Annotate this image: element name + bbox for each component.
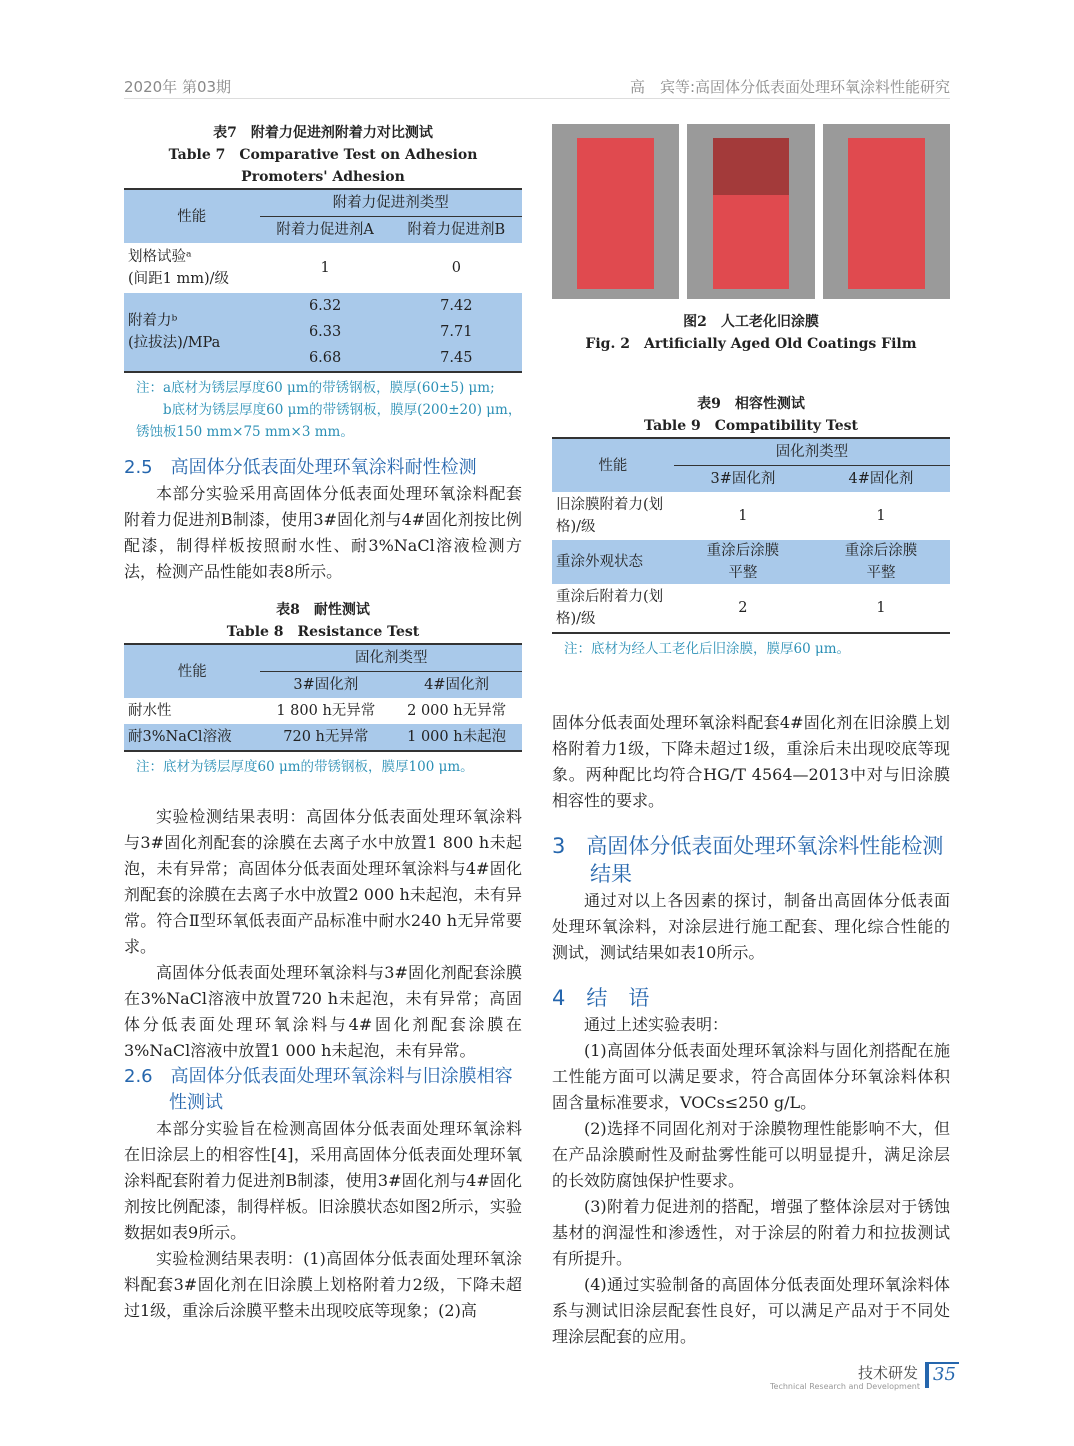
cell: 2: [738, 600, 748, 616]
cell: 1 800 h无异常: [276, 703, 376, 719]
photo-panel-2: [687, 124, 814, 299]
table9-note: 注：底材为经人工老化后旧涂膜，膜厚60 μm。: [564, 641, 851, 657]
cell: 7.71: [440, 324, 473, 340]
table9-caption-en: Table 9 Compatibility Test: [643, 418, 858, 434]
th-group: 固化剂类型: [674, 438, 950, 466]
paragraph: 固体分低表面处理环氧涂料配套4#固化剂在旧涂膜上划格附着力1级，下降未超过1级，重涂后未出现咬底等现象。两种配比均符合HG/T 4564—2013中对与旧涂膜相容性的要求。: [552, 713, 950, 810]
table9: [552, 437, 950, 634]
fig2-caption-en: Fig. 2 Artificially Aged Old Coatings Film: [585, 336, 917, 352]
section-3-title: 3 高固体分低表面处理环氧涂料性能检测结果: [552, 834, 944, 886]
photo-panel-1: [552, 124, 679, 299]
th-group: 固化剂类型: [260, 644, 522, 672]
cell: 1 000 h未起泡: [407, 729, 507, 745]
header-issue: 2020年 第03期: [124, 78, 232, 96]
page-number: 35: [925, 1362, 959, 1388]
table7-note1: 注：a底材为锈层厚度60 μm的带锈钢板，膜厚(60±5) μm;: [136, 380, 495, 396]
cell: 6.68: [308, 350, 342, 366]
table8: [124, 643, 522, 752]
row-label: 划格试验ᵃ: [128, 249, 192, 265]
th-a: 附着力促进剂A: [276, 222, 374, 238]
paragraph: (2)选择不同固化剂对于涂膜物理性能影响不大，但在产品涂膜耐性及耐盐雾性能可以明显提升，满足涂层的长效防腐蚀保护性要求。: [552, 1119, 950, 1190]
cell: 6.32: [308, 298, 342, 314]
cell: 1: [876, 600, 886, 616]
table7-caption-en: Table 7 Comparative Test on Adhesion Promoters' Adhesion: [168, 147, 478, 185]
table9-caption-cn: 表9 相容性测试: [697, 396, 805, 412]
figure2-photos: [552, 124, 950, 299]
th-b: 附着力促进剂B: [407, 222, 506, 238]
table8-caption-cn: 表8 耐性测试: [276, 602, 370, 618]
table7-caption-cn: 表7 附着力促进剂附着力对比测试: [213, 125, 433, 141]
paragraph: 实验检测结果表明：(1)高固体分低表面处理环氧涂料配套3#固化剂在旧涂膜上划格附着力2级，下降未超过1级，重涂后涂膜平整未出现咬底等现象；(2)高: [124, 1249, 522, 1320]
table7: [124, 188, 522, 373]
row-label: (拉拔法)/MPa: [128, 335, 221, 351]
paragraph: 通过对以上各因素的探讨，制备出高固体分低表面处理环氧涂料，对涂层进行施工配套、理化综合性能的测试，测试结果如表10所示。: [552, 891, 950, 962]
section-2-6-title: 2.6 高固体分低表面处理环氧涂料与旧涂膜相容性测试: [124, 1066, 513, 1113]
fig2-caption-cn: 图2 人工老化旧涂膜: [683, 314, 819, 330]
cell: 7.45: [440, 350, 473, 366]
cell: 6.33: [308, 324, 342, 340]
table8-note: 注：底材为锈层厚度60 μm的带锈钢板，膜厚100 μm。: [136, 759, 474, 775]
row-label: 重涂外观状态: [556, 554, 643, 570]
cell: 1: [876, 508, 886, 524]
section-2-5-title: 2.5 高固体分低表面处理环氧涂料耐性检测: [124, 457, 477, 478]
th-prop: 性能: [177, 663, 207, 680]
th-group: 附着力促进剂类型: [260, 189, 522, 217]
cell: 720 h无异常: [283, 729, 369, 745]
header-title: 高 宾等:高固体分低表面处理环氧涂料性能研究: [629, 78, 950, 96]
th-prop: 性能: [177, 208, 207, 225]
footer-section-cn: 技术研发: [858, 1364, 919, 1382]
left-column: [124, 122, 522, 1324]
th-prop: 性能: [598, 457, 628, 474]
cell: 1: [738, 508, 748, 524]
table8-caption-en: Table 8 Resistance Test: [226, 624, 420, 640]
row-label: 附着力ᵇ: [128, 313, 178, 329]
cell: 0: [451, 260, 461, 276]
paragraph: 通过上述实验表明：: [584, 1015, 729, 1034]
th-4: 4#固化剂: [848, 471, 914, 487]
row-label: 重涂后附着力(划格)/级: [556, 589, 664, 627]
paragraph: (1)高固体分低表面处理环氧涂料与固化剂搭配在施工性能方面可以满足要求，符合高固体分环氧涂料体积固含量标准要求，VOCs≤250 g/L。: [552, 1041, 950, 1112]
paragraph: 本部分实验采用高固体分低表面处理环氧涂料配套附着力促进剂B制漆，使用3#固化剂与4#固化剂按比例配漆，制得样板按照耐水性、耐3%NaCl溶液检测方法，检测产品性能如表8所示。: [124, 484, 522, 581]
header-divider: [124, 98, 950, 99]
th-3: 3#固化剂: [710, 471, 776, 487]
table7-note2: b底材为锈层厚度60 μm的带锈钢板，膜厚(200±20) μm，锈蚀板150 mm×75 mm×3 mm。: [136, 402, 522, 440]
row-label: (间距1 mm)/级: [128, 271, 230, 287]
cell: 重涂后涂膜平整: [706, 543, 780, 581]
cell: 7.42: [440, 298, 473, 314]
paragraph: (4)通过实验制备的高固体分低表面处理环氧涂料体系与测试旧涂层配套性良好，可以满足产品对于不同处理涂层配套的应用。: [552, 1275, 950, 1346]
photo-panel-3: [823, 124, 950, 299]
cell: 重涂后涂膜平整: [844, 543, 918, 581]
paragraph: 实验检测结果表明：高固体分低表面处理环氧涂料与3#固化剂配套的涂膜在去离子水中放置1 800 h未起泡，未有异常；高固体分低表面处理环氧涂料与4#固化剂配套的涂膜在去离子水中放置2 000 h未起泡，未有异常。符合Ⅱ型环氧低表面产品标准中耐水240 h无异常要求。: [124, 807, 522, 956]
cell: 2 000 h无异常: [407, 703, 507, 719]
paragraph: (3)附着力促进剂的搭配，增强了整体涂层对于锈蚀基材的润湿性和渗透性，对于涂层的附着力和拉拔测试有所提升。: [552, 1197, 950, 1268]
footer-section-en: Technical Research and Development: [770, 1382, 920, 1391]
th-4: 4#固化剂: [424, 677, 490, 693]
section-4-title: 4 结 语: [552, 986, 650, 1010]
row-label: 耐3%NaCl溶液: [128, 729, 232, 745]
paragraph: 高固体分低表面处理环氧涂料与3#固化剂配套涂膜在3%NaCl溶液中放置720 h未起泡，未有异常；高固体分低表面处理环氧涂料与4#固化剂配套涂膜在3%NaCl溶液中放置1 000 h未起泡，未有异常。: [124, 963, 522, 1060]
row-label: 耐水性: [128, 703, 172, 719]
th-3: 3#固化剂: [293, 677, 359, 693]
right-column: [552, 124, 950, 1350]
paragraph: 本部分实验旨在检测高固体分低表面处理环氧涂料在旧涂层上的相容性[4]，采用高固体分低表面处理环氧涂料配套附着力促进剂B制漆，使用3#固化剂与4#固化剂按比例配漆，制得样板。旧涂膜状态如图2所示，实验数据如表9所示。: [124, 1119, 522, 1242]
row-label: 旧涂膜附着力(划格)/级: [556, 497, 664, 535]
cell: 1: [320, 260, 330, 276]
